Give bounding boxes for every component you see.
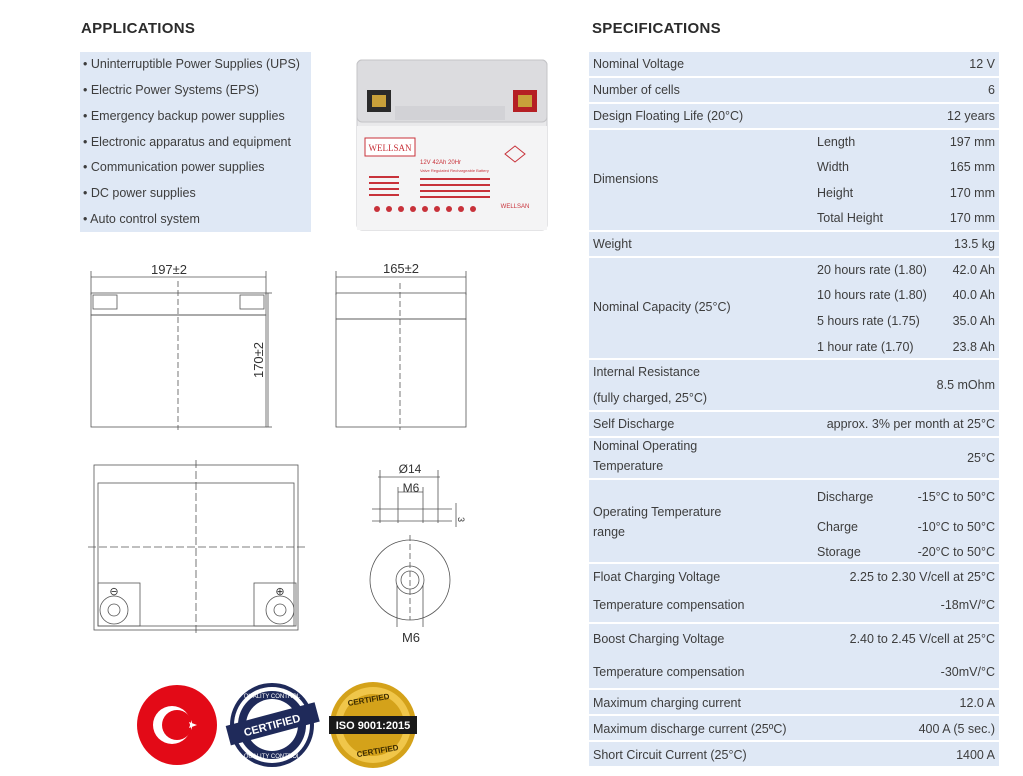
spec-label-line2: range — [593, 525, 625, 539]
table-row — [589, 258, 999, 358]
spec-sublabel: 1 hour rate (1.70) — [817, 340, 914, 354]
spec-sublabel: Width — [817, 160, 849, 174]
spec-sublabel: Discharge — [817, 490, 874, 504]
list-item: • Electronic apparatus and equipment — [83, 135, 291, 149]
applications-heading: APPLICATIONS — [81, 20, 196, 37]
spec-sublabel: Total Height — [817, 211, 884, 225]
table-row — [589, 742, 999, 766]
spec-label: Temperature compensation — [593, 665, 745, 679]
spec-value: 12.0 A — [959, 696, 995, 710]
spec-sublabel: 10 hours rate (1.80) — [817, 288, 927, 302]
spec-label: Temperature compensation — [593, 598, 745, 612]
spec-label: Self Discharge — [593, 417, 675, 431]
depth-label: 3 — [456, 517, 466, 523]
spec-label: Maximum charging current — [593, 696, 741, 710]
spec-value: 8.5 mOhm — [936, 378, 995, 392]
spec-value: -15°C to 50°C — [917, 490, 995, 504]
spec-label: Dimensions — [593, 172, 659, 186]
spec-sublabel: Height — [817, 186, 854, 200]
table-row — [589, 690, 999, 714]
quality-top-text: QUALITY CONTROL — [243, 694, 301, 700]
spec-value: 197 mm — [949, 135, 995, 149]
spec-label: Internal Resistance — [593, 365, 701, 379]
certification-badges — [135, 680, 425, 770]
spec-label: Boost Charging Voltage — [593, 632, 725, 646]
list-item: • Auto control system — [83, 212, 200, 226]
spec-value: 170 mm — [949, 211, 995, 225]
table-row — [589, 564, 999, 622]
negative-symbol: ⊖ — [109, 585, 119, 598]
spec-value: 1400 A — [956, 748, 995, 762]
spec-label: Maximum discharge current (25ºC) — [593, 722, 787, 736]
thread-top-label: M6 — [402, 481, 420, 495]
small-brand-logo: WELLSAN — [500, 204, 530, 210]
spec-label: Short Circuit Current (25°C) — [593, 748, 747, 762]
spec-value: -18mV/°C — [940, 598, 995, 612]
spec-label: Nominal Voltage — [593, 57, 685, 71]
table-row — [589, 104, 999, 128]
battery-product-image — [355, 58, 550, 233]
spec-value: 40.0 Ah — [952, 288, 995, 302]
battery-model: 12V 42Ah 20Hr — [420, 160, 462, 166]
spec-label-line2: (fully charged, 25°C) — [593, 391, 708, 405]
spec-value: 42.0 Ah — [952, 263, 995, 277]
quality-bottom-text: QUALITY CONTROL — [243, 754, 301, 760]
turkey-flag-icon — [137, 685, 217, 765]
spec-value: 170 mm — [949, 186, 995, 200]
list-item: • Communication power supplies — [83, 160, 265, 174]
table-row — [589, 78, 999, 102]
spec-label: Number of cells — [593, 83, 680, 97]
battery-subtitle: Valve Regulated Rechargeable Battery — [420, 168, 489, 173]
iso-bottom-text: CERTIFIED — [356, 742, 400, 760]
iso-certified-icon — [329, 682, 417, 768]
spec-value: 23.8 Ah — [952, 340, 995, 354]
spec-value: -30mV/°C — [940, 665, 995, 679]
spec-value: 13.5 kg — [953, 237, 995, 251]
spec-value: 2.25 to 2.30 V/cell at 25°C — [849, 570, 995, 584]
table-row — [589, 130, 999, 230]
spec-value: 400 A (5 sec.) — [918, 722, 995, 736]
spec-value: 165 mm — [949, 160, 995, 174]
spec-label: Operating Temperature — [593, 505, 722, 519]
spec-value: 12 years — [947, 109, 995, 123]
list-item: • Electric Power Systems (EPS) — [83, 83, 259, 97]
dimension-drawings — [80, 255, 480, 655]
iso-top-text: CERTIFIED — [346, 691, 391, 708]
spec-sublabel: 5 hours rate (1.75) — [817, 314, 920, 328]
list-item: • DC power supplies — [83, 186, 196, 200]
table-row — [589, 624, 999, 688]
spec-sublabel: Storage — [817, 545, 861, 559]
quality-certified-icon — [226, 683, 320, 767]
spec-value: 6 — [988, 83, 995, 97]
spec-label: Design Floating Life (20°C) — [593, 109, 744, 123]
spec-value: -20°C to 50°C — [917, 545, 995, 559]
positive-symbol: ⊕ — [275, 585, 285, 598]
iso-main-text: ISO 9001:2015 — [335, 720, 411, 732]
spec-value: 2.40 to 2.45 V/cell at 25°C — [849, 632, 995, 646]
spec-label: Nominal Operating — [593, 439, 698, 453]
table-row — [589, 480, 999, 562]
applications-list — [80, 52, 311, 232]
table-row — [589, 716, 999, 740]
spec-label: Nominal Capacity (25°C) — [593, 300, 731, 314]
height-label: 170±2 — [251, 341, 266, 379]
spec-sublabel: Length — [817, 135, 856, 149]
spec-label: Weight — [593, 237, 632, 251]
table-row — [589, 52, 999, 76]
brand-logo: WELLSAN — [368, 143, 412, 153]
spec-sublabel: Charge — [817, 520, 858, 534]
front-width-label: 197±2 — [150, 262, 188, 277]
table-row — [589, 438, 999, 478]
spec-value: 12 V — [969, 57, 995, 71]
spec-value: -10°C to 50°C — [917, 520, 995, 534]
spec-value: approx. 3% per month at 25°C — [826, 417, 995, 431]
thread-bottom-label: M6 — [401, 630, 421, 645]
table-row — [589, 360, 999, 410]
spec-label-line2: Temperature — [593, 459, 664, 473]
list-item: • Uninterruptible Power Supplies (UPS) — [83, 57, 300, 71]
quality-main-text: CERTIFIED — [242, 712, 302, 740]
spec-label: Float Charging Voltage — [593, 570, 721, 584]
spec-value: 25°C — [967, 451, 995, 465]
table-row — [589, 412, 999, 436]
terminal-diameter-label: Ø14 — [398, 462, 422, 476]
specifications-heading: SPECIFICATIONS — [592, 20, 721, 37]
list-item: • Emergency backup power supplies — [83, 109, 285, 123]
spec-value: 35.0 Ah — [952, 314, 995, 328]
side-width-label: 165±2 — [382, 261, 420, 276]
spec-sublabel: 20 hours rate (1.80) — [817, 263, 927, 277]
table-row — [589, 232, 999, 256]
